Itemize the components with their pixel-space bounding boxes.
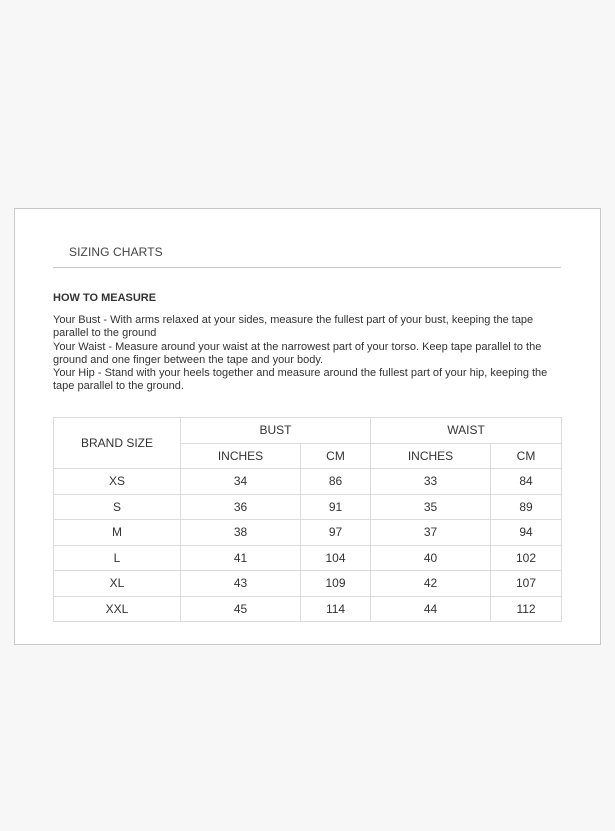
- bust-cm-cell: 91: [301, 494, 371, 520]
- waist-inches-cell: 37: [371, 520, 491, 546]
- bust-header: BUST: [181, 418, 371, 444]
- table-row: [54, 596, 562, 622]
- table-row: [54, 545, 562, 571]
- bust-inches-cell: 38: [181, 520, 301, 546]
- bust-inches-cell: 43: [181, 571, 301, 597]
- tab-sizing-charts[interactable]: SIZING CHARTS: [69, 245, 163, 259]
- size-cell: S: [54, 494, 181, 520]
- sizing-chart-card: [14, 208, 601, 645]
- size-cell: XL: [54, 571, 181, 597]
- bust-cm-cell: 97: [301, 520, 371, 546]
- bust-inches-cell: 34: [181, 469, 301, 495]
- waist-cm-cell: 84: [491, 469, 562, 495]
- waist-cm-cell: 102: [491, 545, 562, 571]
- brand-size-header: BRAND SIZE: [54, 418, 181, 469]
- size-table: [53, 417, 562, 622]
- hip-instruction: Your Hip - Stand with your heels together and measure around the fullest part of your hip, keeping the tape parallel to the ground.: [53, 367, 548, 393]
- table-row: [54, 469, 562, 495]
- waist-inches-cell: 44: [371, 596, 491, 622]
- bust-inches-cell: 36: [181, 494, 301, 520]
- waist-inches-cell: 35: [371, 494, 491, 520]
- table-row: [54, 571, 562, 597]
- waist-cm-cell: 107: [491, 571, 562, 597]
- bust-cm-header: CM: [301, 443, 371, 469]
- waist-instruction: Your Waist - Measure around your waist at the narrowest part of your torso. Keep tape parallel to the ground and one finger between the tape and your body.: [53, 340, 542, 366]
- waist-inches-cell: 33: [371, 469, 491, 495]
- waist-cm-cell: 112: [491, 596, 562, 622]
- waist-inches-header: INCHES: [371, 443, 491, 469]
- tab-divider: [53, 267, 561, 268]
- bust-cm-cell: 104: [301, 545, 371, 571]
- waist-cm-cell: 89: [491, 494, 562, 520]
- how-to-measure-heading: HOW TO MEASURE: [53, 292, 157, 304]
- bust-cm-cell: 109: [301, 571, 371, 597]
- waist-cm-header: CM: [491, 443, 562, 469]
- size-cell: XS: [54, 469, 181, 495]
- bust-cm-cell: 86: [301, 469, 371, 495]
- waist-header: WAIST: [371, 418, 562, 444]
- size-cell: M: [54, 520, 181, 546]
- bust-inches-cell: 45: [181, 596, 301, 622]
- table-row: [54, 494, 562, 520]
- size-cell: XXL: [54, 596, 181, 622]
- waist-cm-cell: 94: [491, 520, 562, 546]
- bust-inches-cell: 41: [181, 545, 301, 571]
- bust-cm-cell: 114: [301, 596, 371, 622]
- measure-instructions: [53, 314, 565, 394]
- waist-inches-cell: 42: [371, 571, 491, 597]
- table-header-row: [54, 418, 562, 444]
- bust-inches-header: INCHES: [181, 443, 301, 469]
- size-cell: L: [54, 545, 181, 571]
- table-row: [54, 520, 562, 546]
- bust-instruction: Your Bust - With arms relaxed at your sides, measure the fullest part of your bust, keeping the tape parallel to the ground: [53, 314, 534, 340]
- waist-inches-cell: 40: [371, 545, 491, 571]
